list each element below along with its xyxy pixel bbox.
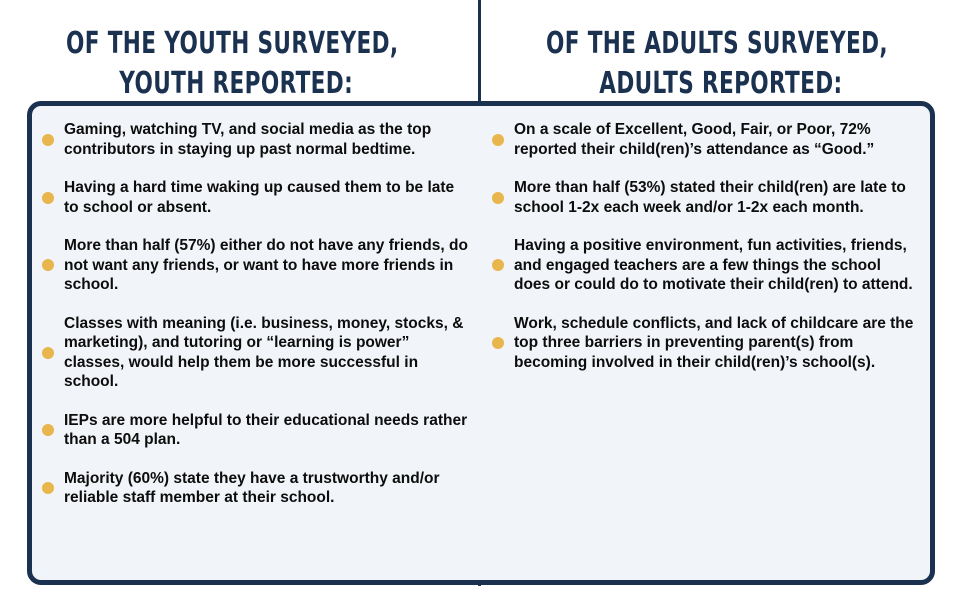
youth-heading [66, 24, 398, 104]
finding-text: More than half (57%) either do not have any friends, do not want any friends, or want to have more friends in school. [64, 237, 468, 293]
finding-text: Having a positive environment, fun activities, friends, and engaged teachers are a few things the school does or could do to motivate their child(ren) to attend. [514, 237, 913, 293]
list-item [42, 120, 472, 159]
finding-text: Work, schedule conflicts, and lack of childcare are the top three barriers in preventing parent(s) from becoming involved in their child(ren)’s school(s). [514, 314, 914, 371]
youth-heading-line2: YOUTH REPORTED: [119, 66, 354, 101]
adults-findings-list [492, 120, 917, 391]
bullet-icon [42, 482, 54, 494]
finding-text: Gaming, watching TV, and social media as the top contributors in staying up past normal bedtime. [64, 121, 432, 158]
list-item [42, 411, 472, 450]
bullet-icon [492, 337, 504, 349]
bullet-icon [42, 424, 54, 436]
bullet-icon [492, 134, 504, 146]
list-item [42, 314, 472, 392]
finding-text: Having a hard time waking up caused them to be late to school or absent. [64, 179, 455, 216]
bullet-icon [492, 192, 504, 204]
list-item [42, 236, 472, 295]
finding-text: Classes with meaning (i.e. business, money, stocks, & marketing), and tutoring or “learning is power” classes, would help them be more successful in school. [64, 314, 464, 390]
adults-heading-line1: OF THE ADULTS SURVEYED, [546, 26, 888, 61]
list-item [492, 314, 917, 373]
list-item [492, 236, 917, 295]
bullet-icon [42, 347, 54, 359]
youth-heading-line1: OF THE YOUTH SURVEYED, [66, 26, 399, 61]
list-item [492, 120, 917, 159]
finding-text: Majority (60%) state they have a trustworthy and/or reliable staff member at their school. [64, 469, 440, 506]
bullet-icon [492, 259, 504, 271]
bullet-icon [42, 259, 54, 271]
adults-heading-line2: ADULTS REPORTED: [599, 66, 843, 101]
list-item [492, 178, 917, 217]
finding-text: More than half (53%) stated their child(ren) are late to school 1-2x each week and/or 1-2x each month. [514, 179, 906, 216]
finding-text: IEPs are more helpful to their educational needs rather than a 504 plan. [64, 411, 468, 448]
bullet-icon [42, 192, 54, 204]
finding-text: On a scale of Excellent, Good, Fair, or Poor, 72% reported their child(ren)’s attendance as “Good.” [514, 121, 875, 158]
adults-heading [546, 24, 888, 104]
list-item [42, 178, 472, 217]
youth-findings-list [42, 120, 472, 527]
list-item [42, 469, 472, 508]
bullet-icon [42, 134, 54, 146]
